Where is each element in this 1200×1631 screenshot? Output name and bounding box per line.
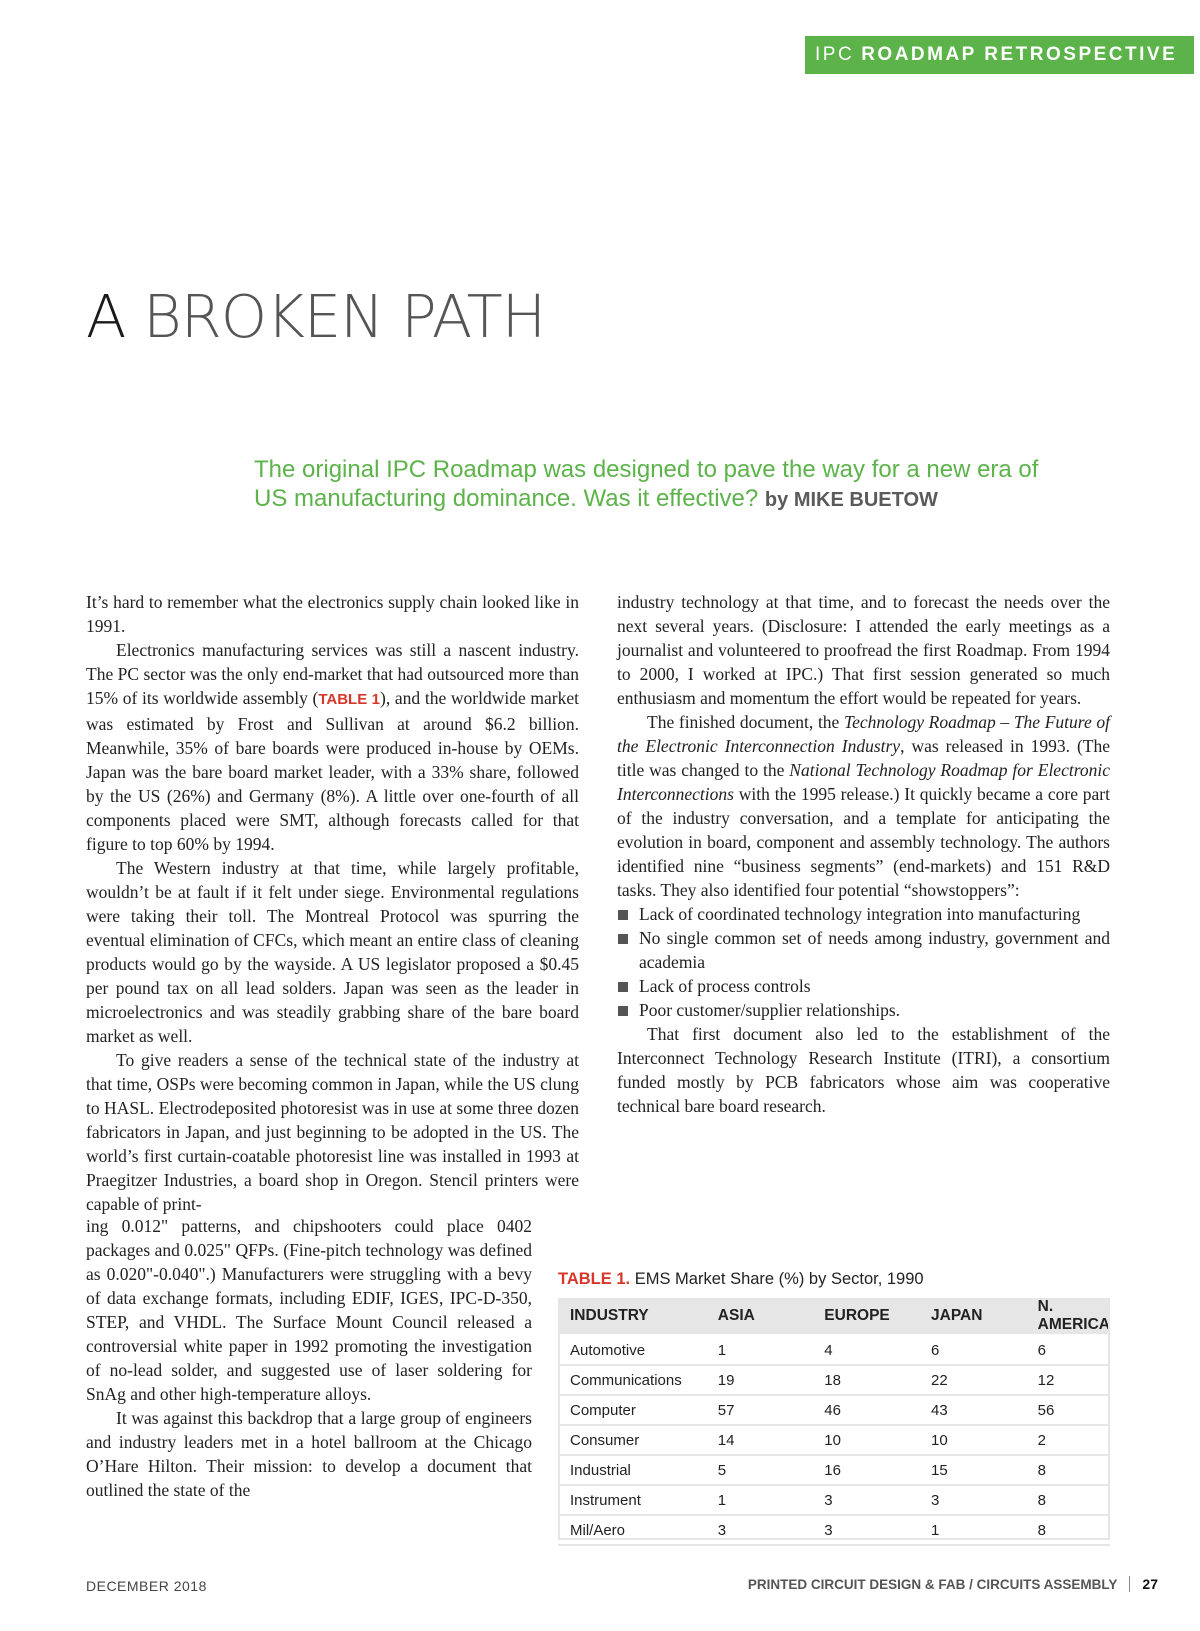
table-cell: 22 [919,1365,1026,1395]
table-cell: 18 [812,1365,919,1395]
column-header: EUROPE [812,1298,919,1335]
table-caption [558,1270,924,1289]
paragraph: It’s hard to remember what the electronics supply chain looked like in 1991. [86,592,579,636]
table-cell: Mil/Aero [558,1515,706,1545]
table-row [558,1365,1110,1395]
section-label-bold: ROADMAP RETROSPECTIVE [861,44,1178,65]
table-caption-text: EMS Market Share (%) by Sector, 1990 [634,1270,924,1288]
paragraph [617,710,1110,902]
body-column-right [617,590,1110,1118]
article-title [86,282,545,351]
table-cell: 3 [706,1515,813,1545]
table-cell: 1 [706,1485,813,1515]
byline: by MIKE BUETOW [764,489,938,511]
paragraph: That first document also led to the establishment of the Interconnect Technology Research Institute (ITRI), a consortium funded mostly by PCB fabricators whose aim was cooperative technical bare board research. [617,1024,1110,1116]
column-header: ASIA [706,1298,813,1335]
table-cell: 5 [706,1455,813,1485]
table-cell: Instrument [558,1485,706,1515]
document-title-italic: National Technology Roadmap for Electronic Interconnections [617,760,1110,804]
section-header-tab [805,36,1194,74]
paragraph-text: Electronics manufacturing services was still a nascent industry. The PC sector was the only end-market that had outsourced more than 15% of its worldwide assembly ( [86,640,579,708]
table-cell: 8 [1026,1515,1110,1545]
document-title-italic: Technology Roadmap – The Future of the Electronic Interconnection Industry [617,712,1110,756]
table-row [558,1515,1110,1545]
table-cell: Industrial [558,1455,706,1485]
showstoppers-list [617,902,1110,1022]
table-cell: 6 [1026,1335,1110,1365]
title-rest: BROKEN PATH [143,282,546,351]
table-cell: 14 [706,1425,813,1455]
running-footer [748,1576,1158,1592]
table-cell: 57 [706,1395,813,1425]
table-cell: 56 [1026,1395,1110,1425]
column-header: N. AMERICA [1026,1298,1110,1335]
table-cell: 10 [812,1425,919,1455]
article-deck [254,455,1074,515]
table-cell: 19 [706,1365,813,1395]
table-cell: Automotive [558,1335,706,1365]
table-cell: 15 [919,1455,1026,1485]
table-cell: 2 [1026,1425,1110,1455]
table-cell: 8 [1026,1485,1110,1515]
list-item: No single common set of needs among industry, government and academia [617,926,1110,974]
publication-name: PRINTED CIRCUIT DESIGN & FAB / CIRCUITS ASSEMBLY [747,1576,1118,1592]
paragraph: To give readers a sense of the technical state of the industry at that time, OSPs were becoming common in Japan, while the US clung to HASL. Electrodeposited photoresist was in use at some three dozen fabricators in Japan, and just beginning to be adopted in the US. The world’s first curtain-coatable photoresist line was installed in 1993 at Praegitzer Industries, a board shop in Oregon. Stencil printers were capable of print- [86,1050,579,1214]
table-cell: 46 [812,1395,919,1425]
paragraph: ing 0.012" patterns, and chipshooters could place 0402 packages and 0.025" QFPs. (Fine-pitch technology was defined as 0.020"-0.040".) Manufacturers were struggling with a bevy of data exchange formats, including EDIF, IGES, IPC-D-350, STEP, and VHDL. The Surface Mount Council released a controversial white paper in 1992 promoting the investigation of no-lead solder, and suggested use of laser soldering for SnAg and other high-temperature alloys. [86,1216,532,1404]
table-caption-label: TABLE 1. [558,1270,631,1288]
page-number: 27 [1142,1576,1158,1592]
paragraph: The Western industry at that time, while largely profitable, wouldn’t be at fault if it felt under siege. Environmental regulations were taking their toll. The Montreal Protocol was spurring the eventual elimination of CFCs, which meant an entire class of cleaning products would go by the wayside. A US legislator proposed a $0.45 per pound tax on all lead solders. Japan was seen as the leader in microelectronics and was steadily grabbing share of the bare board market as well. [86,858,579,1046]
table-cell: 4 [812,1335,919,1365]
table-reference-link[interactable]: TABLE 1 [318,691,381,708]
table-row [558,1485,1110,1515]
table-cell: Computer [558,1395,706,1425]
table-cell: 1 [919,1515,1026,1545]
table-cell: 3 [919,1485,1026,1515]
table-cell: 16 [812,1455,919,1485]
table-cell: Communications [558,1365,706,1395]
footer-divider [1129,1576,1130,1592]
table-row [558,1455,1110,1485]
table-row [558,1335,1110,1365]
table-header-row [558,1298,1110,1335]
table-cell: 10 [919,1425,1026,1455]
paragraph-text: with the 1995 release.) It quickly became a core part of the industry conversation, and a template for anticipating the evolution in board, component and assembly technology. The authors identified nine “business segments” (end-markets) and 151 R&D tasks. They also identified four potential “showstoppers”: [617,784,1110,900]
deck-text: The original IPC Roadmap was designed to pave the way for a new era of US manufacturing dominance. Was it effective? [254,456,1039,512]
paragraph: It was against this backdrop that a large group of engineers and industry leaders met in a hotel ballroom at the Chicago O’Hare Hilton. Their mission: to develop a document that outlined the state of the [86,1408,532,1500]
table-row [558,1425,1110,1455]
section-label-light: IPC [815,44,855,65]
list-item: Poor customer/supplier relationships. [617,998,1110,1022]
table-cell: 12 [1026,1365,1110,1395]
table-cell: 3 [812,1485,919,1515]
table-cell: 1 [706,1335,813,1365]
table-cell: 3 [812,1515,919,1545]
table-cell: 43 [919,1395,1026,1425]
list-item: Lack of process controls [617,974,1110,998]
column-header: JAPAN [919,1298,1026,1335]
paragraph-text: ), and the worldwide market was estimated by Frost and Sullivan at around $6.2 billion. Meanwhile, 35% of bare boards were produced in-house by OEMs. Japan was the bare board market leader, with a 33% share, followed by the US (26%) and Germany (8%). A little over one-fourth of all components placed were SMT, although forecasts called for that figure to top 60% by 1994. [86,688,579,854]
table-row [558,1395,1110,1425]
body-column-left-bottom [86,1214,532,1502]
paragraph [86,638,579,856]
issue-date: DECEMBER 2018 [86,1578,207,1594]
table-cell: 8 [1026,1455,1110,1485]
table-cell: Consumer [558,1425,706,1455]
table-cell: 6 [919,1335,1026,1365]
paragraph-text: The finished document, the [647,712,844,732]
paragraph: industry technology at that time, and to forecast the needs over the next several years. (Disclosure: I attended the early meetings as a journalist and volunteered to proofread the first Roadmap. From 1994 to 2000, I worked at IPC.) That first session generated so much enthusiasm and momentum the effort would be repeated for years. [617,592,1110,708]
title-first-word: A [86,282,126,351]
ems-market-share-table [558,1298,1110,1546]
column-header: INDUSTRY [558,1298,706,1335]
body-column-left-top [86,590,579,1216]
list-item: Lack of coordinated technology integration into manufacturing [617,902,1110,926]
paragraph-text: , was released in 1993. (The title was changed to the [617,736,1110,780]
